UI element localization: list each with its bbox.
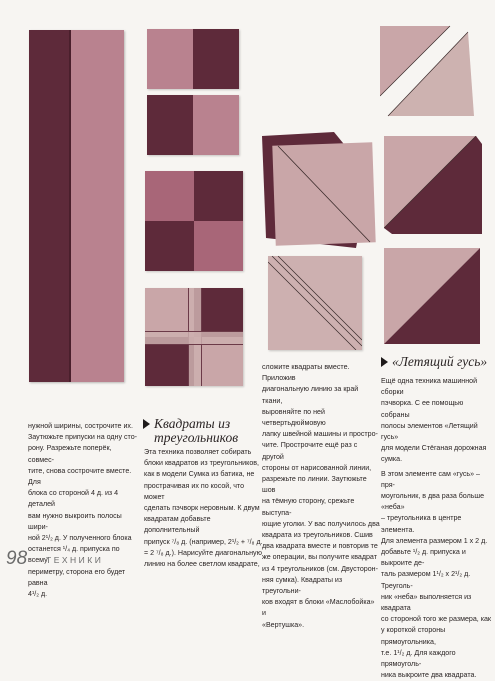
text-line: блока со стороной 4 д. из 4 деталей [28,489,119,509]
cut-square-pieces [380,24,476,124]
text-line: останется ¹/₄ д. припуска по всему [28,545,120,565]
patch-top-right [194,171,243,221]
text-line: рону. Разрежьте поперёк, совмес- [28,444,112,464]
text-line: диагональную линию за край ткани, [262,385,359,405]
text-line: нужной ширины, сострочите их. [28,422,133,430]
pink-strip [71,30,124,382]
text-line: как в модели Сумка из батика, не [144,470,255,479]
hst-open-svg [384,136,482,234]
light-square [268,256,362,350]
heading-line-2: треугольников [154,430,239,445]
text-line: два квадрата вместе и повторив те [262,542,378,551]
section-name: ТЕХНИКИ [46,555,104,565]
text-line: добавьте ¹/₂ д. припуска и выкроите де- [381,548,466,568]
text-line: чите. Прострочите ещё раз с другой [262,441,358,461]
text-column-1 [28,421,138,600]
text-column-2 [144,447,264,570]
text-line: периметру, сторона его будет равна [28,567,126,587]
text-line: сделать пэчворк неровным. К двум [144,504,260,513]
text-line: = 2 ⁷/₈ д.). Нарисуйте диагональную [144,548,262,557]
text-line: ника выкроите два квадрата. [381,671,477,680]
half-square-triangle-finished [384,248,480,344]
text-line: разрежьте по линии. Заутюжьте шов [262,475,367,495]
text-line: таль размером 1¹/₂ x 2¹/₂ д. Треуголь- [381,570,471,590]
text-line: блоки квадратов из треугольников, [144,459,260,468]
stacked-squares-diagonal [260,130,378,250]
text-line: т.е. 1¹/₂ д. Для каждого прямоуголь- [381,648,456,669]
two-square-block-middle [147,95,239,155]
text-line: тите, снова сострочите вместе. Для [28,466,132,487]
section-heading-squares-from-triangles [143,417,268,445]
text-line: ник «неба» выполняется из квадрата [381,592,472,613]
seam-allowance-horizontal [145,331,243,345]
text-line: припуск ⁷/₈ д. (например, 2¹/₂ + ⁷/₈ д. [144,537,263,546]
text-line: лапку швейной машины и простро- [262,430,378,439]
strip-pair-illustration [29,30,124,382]
stacked-squares-svg [260,130,378,250]
text-line: сложите квадраты вместе. Приложив [262,363,350,383]
text-line: на тёмную сторону, срежьте выступа- [262,497,355,517]
dark-strip [29,30,69,382]
text-line: Заутюжьте припуски на одну сто- [28,433,138,442]
text-line: няя сумка). Квадраты из треугольни- [262,575,343,596]
text-line: квадратам добавьте дополнительный [144,515,211,535]
patch-top-left [145,171,194,221]
square-dark [147,95,193,155]
patch-bottom-right [194,221,243,271]
stitched-square-svg [268,256,362,350]
two-square-block-top [147,29,239,89]
triangle-marker-icon [381,357,388,367]
cut-square-svg [380,24,476,124]
text-line: ков входят в блоки «Маслобойка» и [262,598,375,618]
text-line: же операции, вы получите квадрат [262,553,377,562]
text-line: В этом элементе сам «гусь» – пря- [381,469,480,489]
triangle-marker-icon [143,419,150,429]
text-line: выровняйте по ней четвертьдюймовую [262,407,326,428]
text-line: линию на более светлом квадрате, [144,560,260,569]
text-line: со стороной того же размера, как [381,615,492,624]
text-line: Ещё одна техника машинной сборки [381,377,478,397]
stitched-square [268,256,362,350]
text-line: для модели Стёганая дорожная сумка. [381,444,487,464]
text-line: Эта техника позволяет собирать [144,448,252,456]
text-line: ной 2¹/₂ д. У полученного блока [28,534,132,543]
section-heading-flying-goose: «Летящий гусь» [381,355,493,369]
text-line: ющие уголки. У вас получилось два [262,519,380,528]
text-line: прострачивая их по косой, что может [144,481,245,501]
text-line: 4¹/₂ д. [28,590,48,599]
text-line: квадрата из треугольников. Сшив [262,531,373,540]
text-line: Для элемента размером 1 x 2 д. [381,536,488,545]
pressed-four-patch [145,288,243,386]
text-line: «Вертушка». [262,620,305,629]
text-line: вам нужно выкроить полосы шири- [28,511,122,531]
patch-bottom-left [145,221,194,271]
text-line: моугольник, в два раза больше «неба» [381,492,485,512]
text-line: полосы элементов «Летящий гусь» [381,421,478,442]
text-column-3 [262,362,380,631]
text-line: у короткой стороны прямоугольника, [381,626,446,646]
text-line: – треугольника в центре элемента. [381,514,462,534]
half-square-triangle-open [384,136,482,234]
square-pink [193,95,239,155]
hst-finished-svg [384,248,480,344]
four-patch-block [145,171,243,271]
text-line: стороны от нарисованной линии, [262,463,372,472]
square-pink [147,29,193,89]
heading-line-1: Квадраты из [143,417,268,431]
square-dark [193,29,239,89]
text-column-4 [381,376,493,681]
page-number: 98 [6,548,28,569]
text-line: из 4 треугольников (см. Двусторон- [262,564,378,573]
patch-top-left [145,288,194,337]
text-line: пэчворка. С ее помощью собраны [381,399,464,419]
